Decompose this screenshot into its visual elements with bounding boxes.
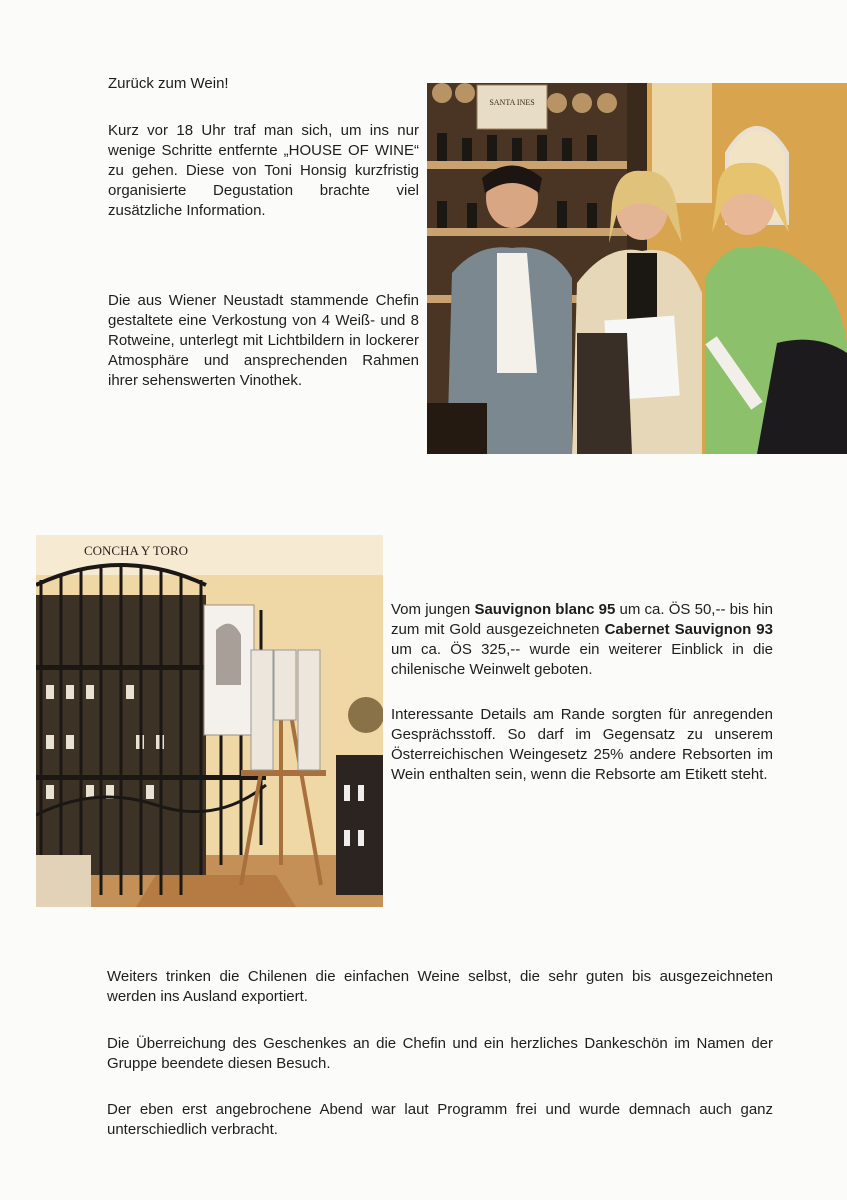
- vinothek-photo: [36, 535, 383, 907]
- page-heading: Zurück zum Wein!: [108, 75, 229, 92]
- shop-sign-text: SANTA INES: [489, 98, 535, 107]
- export-paragraph: Weiters trinken die Chilenen die einfachen Weine selbst, die sehr guten bis ausgezeichneten werden ins Ausland exportiert.: [107, 968, 773, 1005]
- sauvignon-blanc-label: Sauvignon blanc 95: [474, 601, 616, 618]
- details-paragraph: Interessante Details am Rande sorgten für anregenden Gesprächsstoff. So darf im Gegensatz zu unserem Österreichischen Weingesetz 25% andere Rebsorten im Wein enthalten sein, wenn die Rebsorte am Etikett steht.: [391, 706, 773, 783]
- evening-paragraph: Der eben erst angebrochene Abend war laut Programm frei und wurde demnach auch ganz unterschiedlich verbracht.: [107, 1101, 773, 1138]
- intro-paragraph: Kurz vor 18 Uhr traf man sich, um ins nur wenige Schritte entfernte „HOUSE OF WINE“ zu gehen. Diese von Toni Honsig kurzfristig organisierte Degustation brachte viel zusätzliche Information.: [108, 122, 419, 219]
- concha-sign-text: CONCHA Y TORO: [83, 543, 189, 558]
- cabernet-label: Cabernet Sauvignon 93: [604, 621, 773, 638]
- gift-paragraph: Die Überreichung des Geschenkes an die Chefin und ein herzliches Dankeschön im Namen der Gruppe beendete diesen Besuch.: [107, 1035, 773, 1072]
- text-segment: um ca. ÖS 50,-- bis hin zum mit Gold ausgezeichneten: [391, 601, 773, 638]
- text-segment: um ca. ÖS 325,-- wurde ein weiterer Einblick in die chilenische Weinwelt geboten.: [391, 641, 773, 678]
- text-segment: Vom jungen: [391, 601, 475, 618]
- wine-prices-paragraph: [391, 600, 773, 680]
- tasting-photo: [427, 83, 847, 454]
- tasting-paragraph: Die aus Wiener Neustadt stammende Chefin gestaltete eine Verkostung von 4 Weiß- und 8 Rotweine, unterlegt mit Lichtbildern in lockerer Atmosphäre und ansprechenden Rahmen ihrer sehenswerten Vinothek.: [108, 292, 419, 389]
